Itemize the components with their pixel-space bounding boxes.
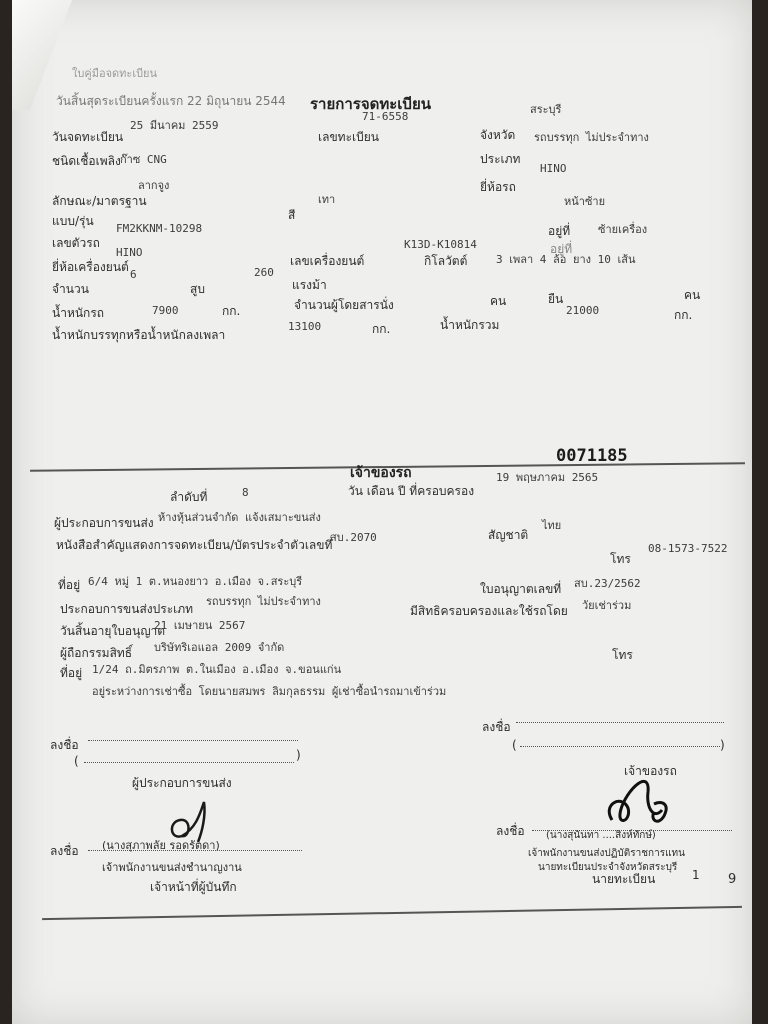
page-title: รายการจดทะเบียน (310, 95, 431, 113)
left-sign-line (88, 740, 298, 741)
weight-unit: กก. (222, 304, 241, 318)
chassis-loc-label: อยู่ที่ (548, 224, 571, 238)
wheels-label: กิโลวัตต์ (424, 254, 468, 268)
reg-no-value: 71-6558 (362, 110, 409, 123)
total-label: น้ำหนักรวม (440, 318, 500, 332)
weight-label: น้ำหนักรถ (52, 306, 105, 320)
holder-label: ผู้ถือกรรมสิทธิ์ (60, 646, 133, 660)
fuel-value: ก๊าซ CNG (120, 153, 167, 166)
load-value: 13100 (288, 320, 322, 333)
doc-value: สบ.2070 (330, 531, 377, 544)
license-label: ใบอนุญาตเลขที่ (480, 582, 562, 596)
right-label: มีสิทธิครอบครองและใช้รถโดย (410, 604, 568, 618)
phone-value: 08-1573-7522 (648, 542, 728, 555)
expire-value: 21 เมษายน 2567 (154, 619, 246, 632)
phone2-label: โทร (612, 648, 633, 662)
engine-brand-label: ยี่ห้อเครื่องยนต์ (52, 260, 129, 274)
lease-note: อยู่ระหว่างการเช่าซื้อ โดยนายสมพร ลิมกุลธรรม ผู้เช่าซื้อนำรถมาเข้าร่วม (92, 685, 447, 698)
brand-label: ยี่ห้อรถ (480, 180, 516, 194)
seq-label: ลำดับที่ (170, 490, 208, 504)
owner-date-label: วัน เดือน ปี ที่ครอบครอง (348, 484, 475, 498)
hp-value: 260 (254, 266, 274, 279)
chassis-label: เลขตัวรถ (52, 236, 100, 250)
biztype-value: รถบรรทุก ไม่ประจำทาง (206, 595, 321, 608)
stand-unit: คน (684, 288, 701, 302)
left-name-line (84, 762, 294, 763)
engine-no-label: เลขเครื่องยนต์ (290, 254, 365, 268)
left-official-sign-label: ลงชื่อ (50, 844, 79, 858)
style-value: ลากจูง (138, 179, 170, 192)
cyl-label: สูบ (190, 282, 205, 296)
weight-value: 7900 (152, 304, 179, 317)
count-label: จำนวน (52, 282, 89, 296)
addr-label: ที่อยู่ (58, 578, 81, 592)
engine-brand-value: HINO (116, 246, 143, 259)
type-value: รถบรรทุก ไม่ประจำทาง (534, 131, 649, 144)
right-official-sign-label: ลงชื่อ (496, 824, 525, 838)
right-official-position: เจ้าพนักงานขนส่งปฏิบัติราชการแทน (528, 848, 685, 859)
load-unit: กก. (372, 322, 391, 336)
style-label: ลักษณะ/มาตรฐาน (52, 194, 147, 208)
right-sign-line (516, 722, 724, 723)
hp-label: แรงม้า (292, 278, 327, 292)
load-label: น้ำหนักบรรทุกหรือน้ำหนักลงเพลา (52, 328, 226, 342)
color-value: เทา (318, 193, 336, 206)
reg-date-value: 25 มีนาคม 2559 (130, 119, 219, 132)
addr2-label: ที่อยู่ (60, 666, 83, 680)
count-value: 6 (130, 268, 137, 281)
addr2-value: 1/24 ถ.มิตรภาพ ต.ในเมือง อ.เมือง จ.ขอนแก่น (92, 663, 342, 676)
left-sign-label: ลงชื่อ (50, 738, 79, 752)
reg-date-label: วันจดทะเบียน (52, 130, 124, 144)
seq-value: 8 (242, 486, 249, 499)
biztype-label: ประกอบการขนส่งประเภท (60, 602, 194, 616)
license-value: สบ.23/2562 (574, 577, 641, 590)
stand-label: ยืน (548, 292, 564, 306)
color-label: สี (288, 208, 296, 222)
brand-value: HINO (540, 162, 567, 175)
wheels-value: 3 เพลา 4 ล้อ ยาง 10 เส้น (496, 253, 636, 266)
document-page: ใบคู่มือจดทะเบียน วันสิ้นสุดระเบียนครั้งแรก 22 มิถุนายน 2544 รายการจดทะเบียน สระบุรี วันจดทะเบียน 25 มีนาคม 2559 เลขทะเบียน 71-6558 จังหวัด ชนิดเชื้อเพลิง ก๊าซ CNG ประเภท รถบรรทุก ไม่ประจำทาง HINO ยี่ห้อรถ ลากจูง ลักษณะ/มาตรฐาน เทา แบบ/รุ่น สี หน้าซ้าย FM2KKNM-10298 เลขตัวรถ อยู่ที่ ซ้ายเครื่อง HINO ยี่ห้อเครื่องยนต์ เลขเครื่องยนต์ K13D-K10814 กิโลวัตต์ 3 เพลา 4 ล้อ ยาง 10 เส้น อยู่ที่ 6 260 จำนวน สูบ แรงม้า จำนวนผู้โดยสารนั่ง คน ยืน คน น้ำหนักรถ 7900 กก. 21000 กก. น้ำหนักรวม น้ำหนักบรรทุกหรือน้ำหนักลงเพลา 13100 กก. 0071185 เจ้าของรถ 19 พฤษภาคม 2565 ลำดับที่ 8 วัน เดือน ปี ที่ครอบครอง ผู้ประกอบการขนส่ง ห้างหุ้นส่วนจำกัด แจ้งเสมาะขนส่ง ไทย หนังสือสำคัญแสดงการจดทะเบียน/บัตรประจำตัวเลขที่ สบ.2070 สัญชาติ 08-1573-7522 โทร ที่อยู่ 6/4 หมู่ 1 ต.หนองยาว อ.เมือง จ.สระบุรี ใบอนุญาตเลขที่ สบ.23/2562 ประกอบการขนส่งประเภท รถบรรทุก ไม่ประจำทาง มีสิทธิครอบครองและใช้รถโดย วัยเช่าร่วม วันสิ้นอายุใบอนุญาต 21 เมษายน 2567 ผู้ถือกรรมสิทธิ์ บริษัทริเอแอล 2009 จำกัด โทร ที่อยู่ 1/24 ถ.มิตรภาพ ต.ในเมือง อ.เมือง จ.ขอนแก่น อยู่ระหว่างการเช่าซื้อ โดยนายสมพร ลิมกุลธรรม ผู้เช่าซื้อนำรถมาเข้าร่วม ลงชื่อ ( ) ผู้ประกอบการขนส่ง ลงชื่อ ( ) เจ้าของรถ ลงชื่อ (นางสุภาพลัย รอดรัตดา) เจ้าพนักงานขนส่งชำนาญงาน เจ้าหน้าที่ผู้บันทึก ลงชื่อ (นางสุนันทา ....สิงห์ทักษ์) เจ้าพนักงานขนส่งปฏิบัติราชการแทน นายทะเบียนประจำจังหวัดสระบุรี นายทะเบียน 1 9 (12, 0, 752, 1024)
fuel-label: ชนิดเชื้อเพลิง (52, 154, 121, 168)
page-mark: 1 (692, 868, 700, 882)
seat-label: จำนวนผู้โดยสารนั่ง (294, 298, 394, 312)
type-label: ประเภท (480, 152, 521, 166)
owner-date-value: 19 พฤษภาคม 2565 (496, 471, 599, 484)
serial-number: 0071185 (556, 446, 628, 466)
bottom-divider (42, 906, 742, 920)
valid-since: วันสิ้นสุดระเบียนครั้งแรก 22 มิถุนายน 2544 (56, 94, 286, 108)
province-label: จังหวัด (480, 128, 516, 142)
nation-value: ไทย (542, 519, 562, 532)
model-label: แบบ/รุ่น (52, 214, 94, 228)
blurred-header: ใบคู่มือจดทะเบียน (72, 67, 158, 80)
chassis-loc-value: หน้าซ้าย (564, 195, 606, 208)
engine-loc-label: อยู่ที่ (550, 242, 573, 256)
left-official-role: เจ้าหน้าที่ผู้บันทึก (150, 880, 237, 894)
operator-value: ห้างหุ้นส่วนจำกัด แจ้งเสมาะขนส่ง (158, 511, 321, 524)
engine-no-value: K13D-K10814 (404, 238, 477, 251)
engine-loc-value: ซ้ายเครื่อง (598, 223, 648, 236)
right-name-line (520, 746, 720, 747)
reg-no-label: เลขทะเบียน (318, 130, 379, 144)
right-role: เจ้าของรถ (624, 764, 677, 778)
owner-title: เจ้าของรถ (350, 465, 412, 481)
holder-value: บริษัทริเอแอล 2009 จำกัด (154, 641, 285, 654)
nation-label: สัญชาติ (488, 528, 529, 542)
page-number: 9 (728, 872, 737, 887)
total-unit: กก. (674, 308, 693, 322)
right-official-name: (นางสุนันทา ....สิงห์ทักษ์) (546, 830, 656, 841)
right-sign-label: ลงชื่อ (482, 720, 511, 734)
left-role: ผู้ประกอบการขนส่ง (132, 776, 232, 790)
right-official-position-2: นายทะเบียนประจำจังหวัดสระบุรี (538, 862, 678, 873)
left-official-name: (นางสุภาพลัย รอดรัตดา) (102, 839, 220, 852)
total-value: 21000 (566, 304, 600, 317)
chassis-value: FM2KKNM-10298 (116, 222, 203, 235)
phone-label: โทร (610, 552, 631, 566)
expire-label: วันสิ้นอายุใบอนุญาต (60, 624, 166, 638)
right-value: วัยเช่าร่วม (582, 599, 632, 612)
right-official-role: นายทะเบียน (592, 872, 656, 886)
seat-unit: คน (490, 294, 507, 308)
addr-value: 6/4 หมู่ 1 ต.หนองยาว อ.เมือง จ.สระบุรี (88, 575, 303, 588)
operator-label: ผู้ประกอบการขนส่ง (54, 516, 154, 530)
province-value: สระบุรี (530, 103, 562, 116)
doc-label: หนังสือสำคัญแสดงการจดทะเบียน/บัตรประจำตัวเลขที่ (56, 538, 333, 552)
left-official-position: เจ้าพนักงานขนส่งชำนาญงาน (102, 861, 242, 874)
